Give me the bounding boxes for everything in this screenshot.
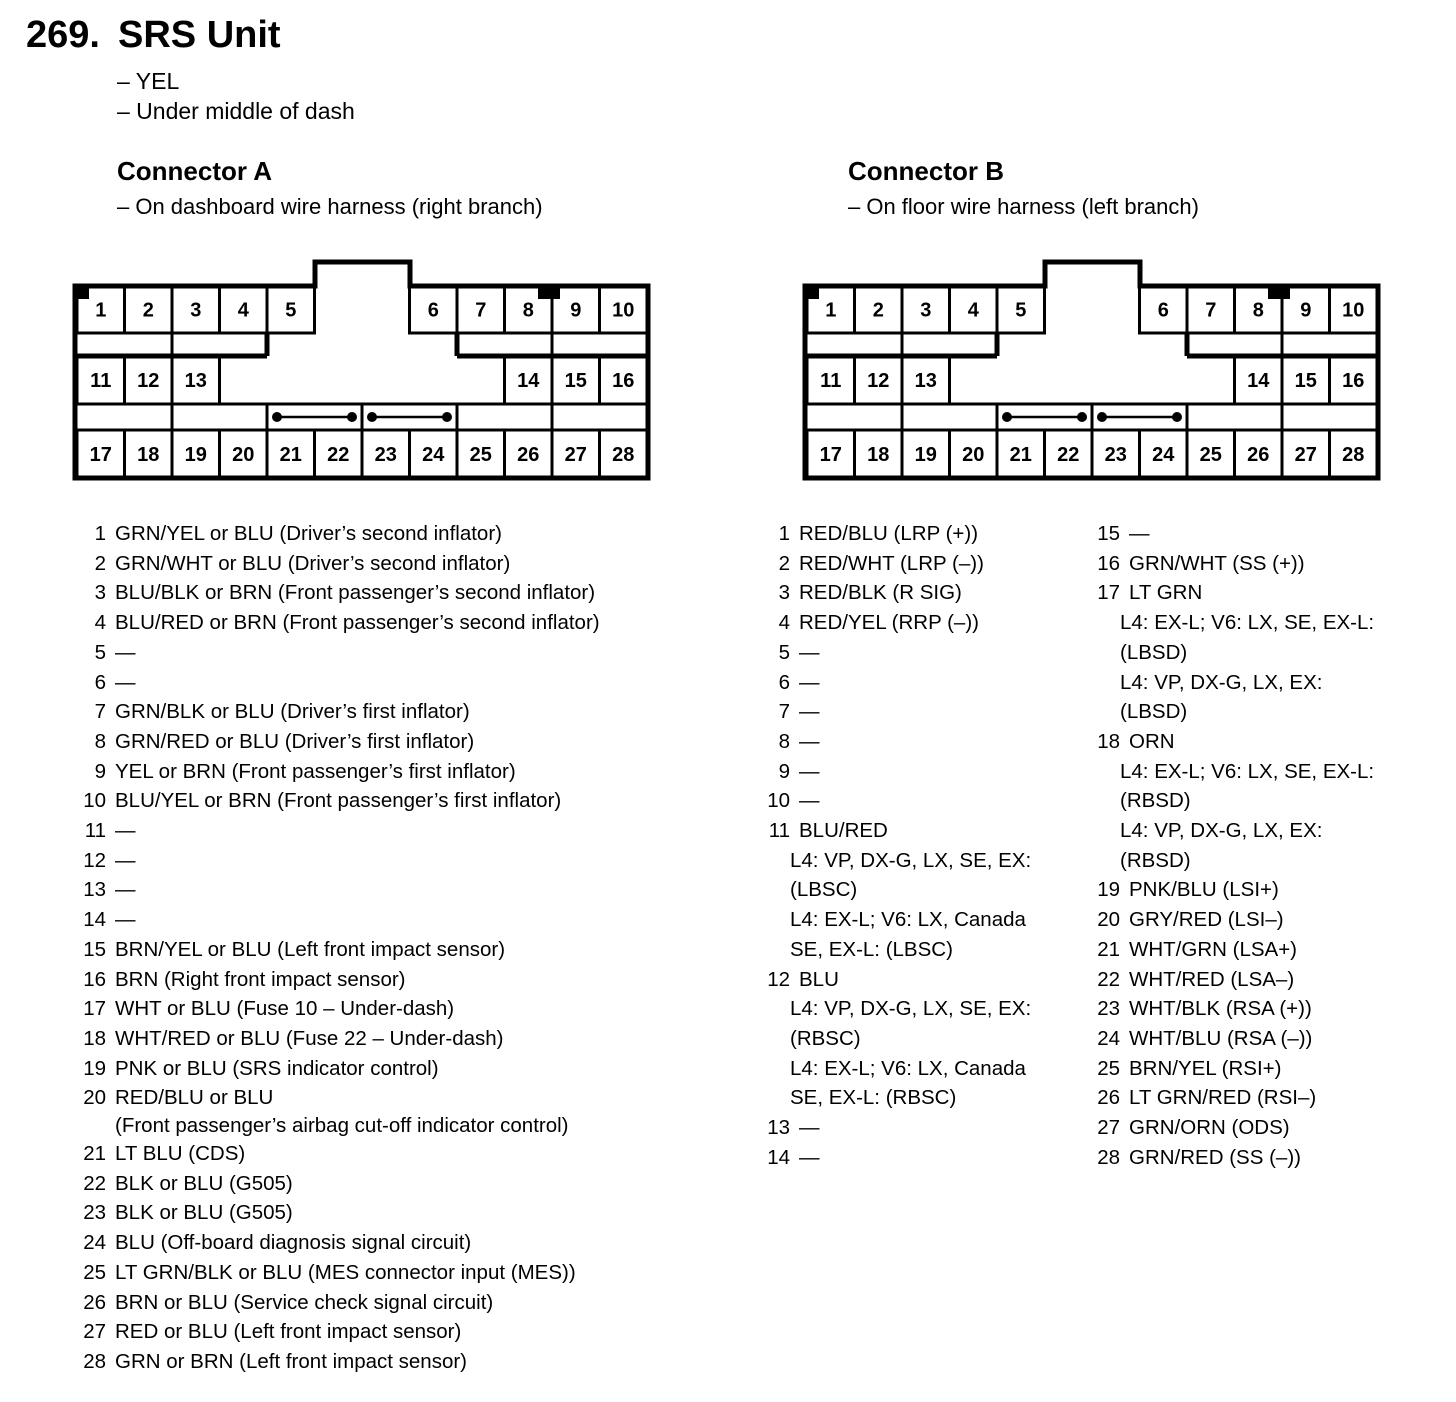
pin-row xyxy=(1090,549,1450,579)
pin-row xyxy=(760,965,1090,1114)
pin-description: RED/BLU (LRP (+)) xyxy=(799,522,979,545)
pin-row xyxy=(760,519,1090,549)
pin-description: WHT/RED (LSA–) xyxy=(1129,967,1295,991)
pin-number: 6 xyxy=(94,670,106,694)
svg-text:9: 9 xyxy=(1300,299,1312,322)
pin-row xyxy=(80,1288,700,1318)
pin-number: 19 xyxy=(1097,878,1120,902)
pin-description: BRN/YEL or BLU (Left front impact sensor) xyxy=(115,937,506,961)
pin-description: BLU/YEL or BRN (Front passenger’s first inflator) xyxy=(115,789,562,813)
pin-number: 8 xyxy=(778,729,790,753)
pin-row xyxy=(760,638,1090,668)
svg-text:15: 15 xyxy=(564,370,587,392)
page-title xyxy=(26,14,281,57)
connector-a-pin-list xyxy=(80,519,700,1377)
svg-text:23: 23 xyxy=(374,444,397,466)
pin-row xyxy=(760,608,1090,638)
pin-description: — xyxy=(799,640,820,664)
pin-description: — xyxy=(115,670,136,694)
pin-description: — xyxy=(115,908,136,932)
pin-description: BLU L4: VP, DX-G, LX, SE, EX: (RBSC) L4: EX-L; V6: LX, Canada SE, EX-L: (RBSC) xyxy=(790,967,1032,1110)
svg-text:10: 10 xyxy=(612,299,635,322)
svg-text:12: 12 xyxy=(867,370,890,392)
svg-text:28: 28 xyxy=(1342,444,1365,466)
pin-description: WHT/BLK (RSA (+)) xyxy=(1129,997,1312,1021)
pin-row xyxy=(760,697,1090,727)
pin-description: BRN/YEL (RSI+) xyxy=(1129,1056,1282,1080)
pin-number: 17 xyxy=(83,997,106,1021)
pin-number: 2 xyxy=(778,551,790,575)
pin-row xyxy=(760,1143,1090,1173)
pin-description: GRY/RED (LSI–) xyxy=(1129,908,1284,932)
pin-number: 20 xyxy=(1097,908,1120,932)
connector-b-description: – On floor wire harness (left branch) xyxy=(848,194,1199,219)
connector-b-title: Connector B xyxy=(848,156,1004,186)
pin-number: 22 xyxy=(83,1171,106,1195)
pin-row xyxy=(80,757,700,787)
pin-description: BRN or BLU (Service check signal circuit) xyxy=(115,1290,494,1314)
location-line: – Under middle of dash xyxy=(117,98,355,124)
pin-description: RED or BLU (Left front impact sensor) xyxy=(115,1320,462,1344)
pin-description: BLU/RED L4: VP, DX-G, LX, SE, EX: (LBSC) L4: EX-L; V6: LX, Canada SE, EX-L: (LBSC) xyxy=(790,819,1032,961)
svg-text:24: 24 xyxy=(422,444,445,466)
pin-description: GRN/WHT (SS (+)) xyxy=(1129,551,1305,575)
svg-text:11: 11 xyxy=(90,370,112,392)
pin-number: 9 xyxy=(778,759,790,783)
pin-description: LT GRN/BLK or BLU (MES connector input (MES)) xyxy=(115,1260,576,1284)
pin-row xyxy=(1090,1054,1450,1084)
pin-description-continued: (Front passenger’s airbag cut-off indicator control) xyxy=(115,1114,569,1138)
svg-text:17: 17 xyxy=(819,444,842,466)
pin-number: 14 xyxy=(83,908,106,932)
pin-row xyxy=(1090,1143,1450,1173)
pin-row xyxy=(80,1347,700,1377)
pin-description: WHT/BLU (RSA (–)) xyxy=(1129,1026,1313,1050)
connector-a-title: Connector A xyxy=(117,156,273,186)
pin-row xyxy=(80,1139,700,1169)
pin-description: — xyxy=(1129,522,1150,545)
pin-description: ORN L4: EX-L; V6: LX, SE, EX-L: (RBSD) L4: VP, DX-G, LX, EX: (RBSD) xyxy=(1120,729,1375,872)
pin-description: GRN/RED or BLU (Driver’s first inflator) xyxy=(115,729,475,753)
svg-text:17: 17 xyxy=(89,444,112,466)
svg-text:16: 16 xyxy=(1342,370,1365,392)
pin-description: — xyxy=(799,1116,820,1140)
pin-row xyxy=(1090,875,1450,905)
svg-text:20: 20 xyxy=(962,444,985,466)
pin-number: 10 xyxy=(767,789,790,813)
pin-description: GRN/BLK or BLU (Driver’s first inflator) xyxy=(115,700,470,724)
pin-row xyxy=(1090,965,1450,995)
pin-description: PNK or BLU (SRS indicator control) xyxy=(115,1056,439,1080)
pin-description: LT GRN/RED (RSI–) xyxy=(1129,1086,1317,1110)
pin-description: — xyxy=(115,848,136,872)
pin-description: — xyxy=(115,878,136,902)
pin-number: 9 xyxy=(94,759,106,783)
pin-number: 23 xyxy=(83,1201,106,1225)
svg-text:20: 20 xyxy=(232,444,255,466)
pin-row xyxy=(1090,1113,1450,1143)
pin-row xyxy=(80,1169,700,1199)
pin-number: 21 xyxy=(83,1142,106,1166)
pin-description: RED/BLK (R SIG) xyxy=(799,581,962,605)
svg-text:4: 4 xyxy=(967,299,979,322)
pin-description: — xyxy=(799,759,820,783)
pin-number: 1 xyxy=(778,522,790,545)
pin-description: YEL or BRN (Front passenger’s first inflator) xyxy=(115,759,516,783)
svg-text:18: 18 xyxy=(867,444,890,466)
section-number: 269. xyxy=(26,14,100,56)
pin-row xyxy=(760,816,1090,965)
pin-row xyxy=(80,519,700,549)
pin-row xyxy=(80,608,700,638)
svg-text:15: 15 xyxy=(1294,370,1317,392)
pin-description: — xyxy=(799,789,820,813)
pin-description: GRN/RED (SS (–)) xyxy=(1129,1145,1301,1169)
svg-text:2: 2 xyxy=(142,299,154,322)
wire-color-line: – YEL xyxy=(117,68,180,94)
svg-text:6: 6 xyxy=(1157,299,1169,322)
pin-description: — xyxy=(115,640,136,664)
pin-number: 22 xyxy=(1097,967,1120,991)
pin-number: 14 xyxy=(767,1145,790,1169)
pin-number: 24 xyxy=(83,1231,106,1255)
pin-row xyxy=(760,578,1090,608)
pin-description: BRN (Right front impact sensor) xyxy=(115,967,406,991)
pin-row xyxy=(80,935,700,965)
pin-number: 7 xyxy=(778,700,790,724)
pin-description: — xyxy=(799,670,820,694)
svg-text:1: 1 xyxy=(825,299,837,322)
svg-text:19: 19 xyxy=(914,444,937,466)
pin-description: WHT or BLU (Fuse 10 – Under-dash) xyxy=(115,997,455,1021)
svg-text:10: 10 xyxy=(1342,299,1365,322)
pin-number: 4 xyxy=(94,611,106,635)
svg-text:27: 27 xyxy=(1294,444,1317,466)
connector-a-description: – On dashboard wire harness (right branch) xyxy=(117,194,543,219)
pin-description: WHT/RED or BLU (Fuse 22 – Under-dash) xyxy=(115,1026,504,1050)
svg-text:8: 8 xyxy=(522,299,534,322)
svg-text:5: 5 xyxy=(285,299,297,322)
svg-text:9: 9 xyxy=(570,299,582,322)
pin-description: GRN/ORN (ODS) xyxy=(1129,1116,1290,1140)
svg-text:13: 13 xyxy=(184,370,207,392)
pin-number: 2 xyxy=(94,551,106,575)
pin-row xyxy=(80,1258,700,1288)
pin-description: PNK/BLU (LSI+) xyxy=(1129,878,1279,902)
pin-number: 5 xyxy=(778,640,790,664)
pin-row xyxy=(80,816,700,846)
pin-row xyxy=(1090,519,1450,549)
pin-number: 18 xyxy=(83,1026,106,1050)
pin-row xyxy=(1090,1083,1450,1113)
svg-text:26: 26 xyxy=(1247,444,1270,466)
pin-number: 24 xyxy=(1097,1026,1120,1050)
svg-text:23: 23 xyxy=(1104,444,1127,466)
pin-row xyxy=(1090,578,1450,727)
pin-number: 27 xyxy=(83,1320,106,1344)
pin-row xyxy=(80,875,700,905)
svg-text:3: 3 xyxy=(920,299,932,322)
pin-description: BLK or BLU (G505) xyxy=(115,1201,293,1225)
connector-b-face-diagram xyxy=(802,258,1382,482)
pin-row xyxy=(80,1317,700,1347)
pin-number: 17 xyxy=(1097,581,1120,605)
pin-row xyxy=(80,1198,700,1228)
pin-number: 5 xyxy=(94,640,106,664)
pin-row xyxy=(80,994,700,1024)
svg-text:4: 4 xyxy=(237,299,249,322)
pin-number: 13 xyxy=(83,878,106,902)
pin-number: 26 xyxy=(1097,1086,1120,1110)
pin-number: 16 xyxy=(83,967,106,991)
pin-row xyxy=(760,786,1090,816)
pin-number: 28 xyxy=(1097,1145,1120,1169)
pin-number: 15 xyxy=(1097,522,1120,545)
svg-text:26: 26 xyxy=(517,444,540,466)
pin-row xyxy=(1090,1024,1450,1054)
pin-description: BLU (Off-board diagnosis signal circuit) xyxy=(115,1231,472,1255)
pin-description: RED/WHT (LRP (–)) xyxy=(799,551,984,575)
pin-number: 23 xyxy=(1097,997,1120,1021)
pin-number: 13 xyxy=(767,1116,790,1140)
pin-number: 18 xyxy=(1097,729,1120,753)
svg-text:2: 2 xyxy=(872,299,884,322)
pin-description: WHT/GRN (LSA+) xyxy=(1129,937,1297,961)
svg-text:8: 8 xyxy=(1252,299,1264,322)
pin-row xyxy=(760,757,1090,787)
pin-row xyxy=(80,1228,700,1258)
pin-description: RED/YEL (RRP (–)) xyxy=(799,611,979,635)
svg-text:28: 28 xyxy=(612,444,635,466)
svg-text:12: 12 xyxy=(137,370,160,392)
pin-number: 10 xyxy=(83,789,106,813)
pin-number: 3 xyxy=(94,581,106,605)
svg-text:21: 21 xyxy=(1009,444,1032,466)
pin-row xyxy=(1090,727,1450,876)
svg-text:19: 19 xyxy=(184,444,207,466)
svg-text:25: 25 xyxy=(1199,444,1222,466)
pin-description: LT GRN L4: EX-L; V6: LX, SE, EX-L: (LBSD) L4: VP, DX-G, LX, EX: (LBSD) xyxy=(1120,581,1375,724)
svg-text:11: 11 xyxy=(820,370,842,392)
svg-text:3: 3 xyxy=(190,299,202,322)
pin-description: GRN or BRN (Left front impact sensor) xyxy=(115,1349,468,1373)
pin-number: 27 xyxy=(1097,1116,1120,1140)
svg-text:18: 18 xyxy=(137,444,160,466)
pin-description: RED/BLU or BLU xyxy=(115,1086,274,1110)
svg-text:27: 27 xyxy=(564,444,587,466)
pin-row xyxy=(80,905,700,935)
pin-row xyxy=(80,549,700,579)
svg-text:25: 25 xyxy=(469,444,492,466)
pin-number: 7 xyxy=(94,700,106,724)
pin-number: 25 xyxy=(1097,1056,1120,1080)
pin-row xyxy=(760,668,1090,698)
pin-row xyxy=(760,549,1090,579)
pin-row xyxy=(80,697,700,727)
svg-text:16: 16 xyxy=(612,370,635,392)
pin-description: BLU/RED or BRN (Front passenger’s second inflator) xyxy=(115,611,600,635)
pin-row xyxy=(760,727,1090,757)
pin-row xyxy=(1090,905,1450,935)
pin-row xyxy=(1090,935,1450,965)
pin-number: 28 xyxy=(83,1349,106,1373)
pin-number: 11 xyxy=(768,819,790,843)
svg-text:22: 22 xyxy=(1057,444,1080,466)
connector-b-pin-list-2 xyxy=(1090,519,1450,1172)
pin-number: 3 xyxy=(778,581,790,605)
svg-text:6: 6 xyxy=(427,299,439,322)
pin-row xyxy=(80,786,700,816)
svg-text:14: 14 xyxy=(1247,370,1270,392)
pin-number: 4 xyxy=(778,611,790,635)
pin-number: 6 xyxy=(778,670,790,694)
section-title: SRS Unit xyxy=(118,14,281,56)
svg-text:14: 14 xyxy=(517,370,540,392)
svg-text:22: 22 xyxy=(327,444,350,466)
pin-number: 21 xyxy=(1097,937,1120,961)
svg-text:5: 5 xyxy=(1015,299,1027,322)
pin-description: LT BLU (CDS) xyxy=(115,1142,246,1166)
pin-row xyxy=(1090,994,1450,1024)
pin-description: GRN/WHT or BLU (Driver’s second inflator) xyxy=(115,551,511,575)
pin-row xyxy=(80,1054,700,1084)
pin-number: 19 xyxy=(83,1056,106,1080)
pin-number: 25 xyxy=(83,1260,106,1284)
pin-row xyxy=(80,846,700,876)
pin-row xyxy=(80,727,700,757)
svg-text:24: 24 xyxy=(1152,444,1175,466)
pin-row xyxy=(80,1083,700,1139)
pin-row xyxy=(80,638,700,668)
connector-b-pin-list-1 xyxy=(760,519,1090,1172)
pin-number: 26 xyxy=(83,1290,106,1314)
pin-number: 8 xyxy=(94,729,106,753)
pin-number: 1 xyxy=(94,522,106,545)
pin-row xyxy=(80,965,700,995)
pin-number: 12 xyxy=(767,967,790,991)
pin-description: — xyxy=(799,700,820,724)
svg-text:7: 7 xyxy=(475,299,487,322)
pin-description: BLU/BLK or BRN (Front passenger’s second inflator) xyxy=(115,581,596,605)
pin-row xyxy=(80,578,700,608)
pin-number: 11 xyxy=(84,819,106,843)
pin-description: — xyxy=(799,729,820,753)
pin-description: BLK or BLU (G505) xyxy=(115,1171,293,1195)
pin-number: 15 xyxy=(83,937,106,961)
connector-a-face-diagram xyxy=(72,258,652,482)
pin-row xyxy=(760,1113,1090,1143)
pin-description: — xyxy=(115,819,136,843)
svg-text:7: 7 xyxy=(1205,299,1217,322)
pin-row xyxy=(80,668,700,698)
pin-description: — xyxy=(799,1145,820,1169)
pin-number: 16 xyxy=(1097,551,1120,575)
svg-text:1: 1 xyxy=(95,299,107,322)
svg-text:21: 21 xyxy=(279,444,302,466)
pin-number: 20 xyxy=(83,1086,106,1110)
pin-description: GRN/YEL or BLU (Driver’s second inflator) xyxy=(115,522,502,545)
pin-row xyxy=(80,1024,700,1054)
pin-number: 12 xyxy=(83,848,106,872)
svg-text:13: 13 xyxy=(914,370,937,392)
